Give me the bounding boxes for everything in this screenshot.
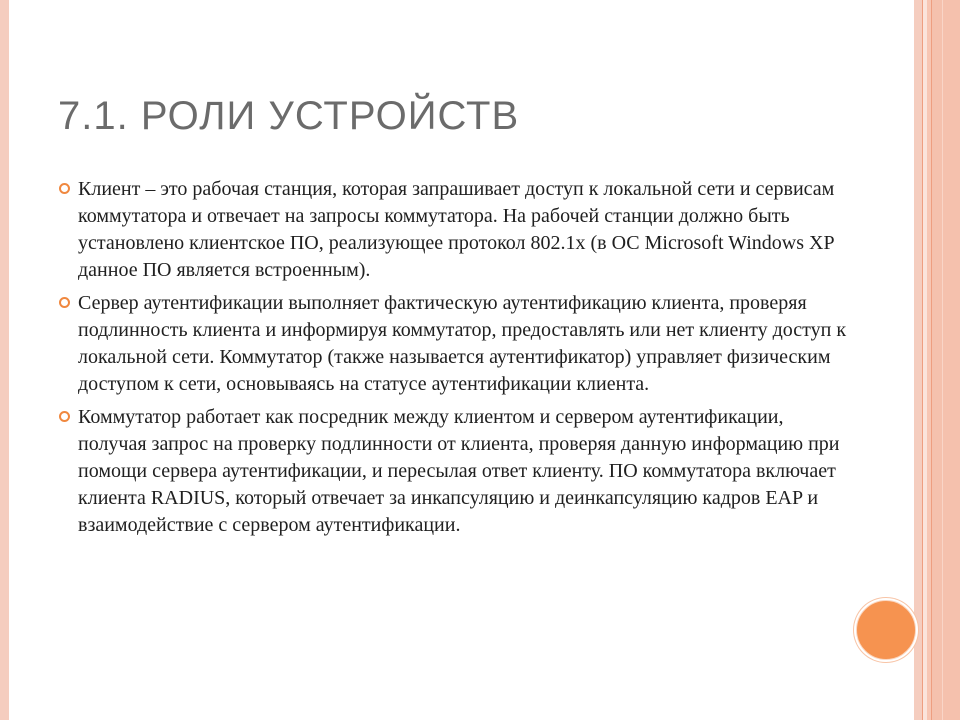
orange-circle-icon <box>856 600 916 660</box>
right-stripe <box>942 0 943 720</box>
bullet-circle-icon <box>59 183 70 194</box>
bullet-list <box>78 176 848 545</box>
slide-title: 7.1. РОЛИ УСТРОЙСТВ <box>58 94 520 138</box>
decorative-circle <box>856 600 916 660</box>
bullet-text: Клиент – это рабочая станция, которая запрашивает доступ к локальной сети и сервисам коммутатора и отвечает на запросы коммутатора. На рабочей станции должно быть установлено клиентское ПО, реализующее протокол 802.1x (в ОС Microsoft Windows XP данное ПО является встроенным). <box>78 178 835 281</box>
bullet-item <box>78 404 848 539</box>
right-stripe <box>932 0 960 720</box>
bullet-text: Сервер аутентификации выполняет фактическую аутентификацию клиента, проверяя подлинность клиента и информируя коммутатор, предоставлять или нет клиенту доступ к локальной сети. Коммутатор (также называется аутентификатор) управляет физическим доступом к сети, основываясь на статусе аутентификации клиента. <box>78 292 847 395</box>
bullet-circle-icon <box>59 297 70 308</box>
bullet-text: Коммутатор работает как посредник между клиентом и сервером аутентификации, получая запрос на проверку подлинности от клиента, проверяя данную информацию при помощи сервера аутентификации, и пересылая ответ клиенту. ПО коммутатора включает клиента RADIUS, который отвечает за инкапсуляцию и деинкапсуляцию кадров EAP и взаимодействие с сервером аутентификации. <box>78 406 840 536</box>
bullet-item <box>78 176 848 284</box>
bullet-item <box>78 290 848 398</box>
left-border-stripe <box>0 0 9 720</box>
right-decoration <box>914 0 960 720</box>
bullet-circle-icon <box>59 411 70 422</box>
